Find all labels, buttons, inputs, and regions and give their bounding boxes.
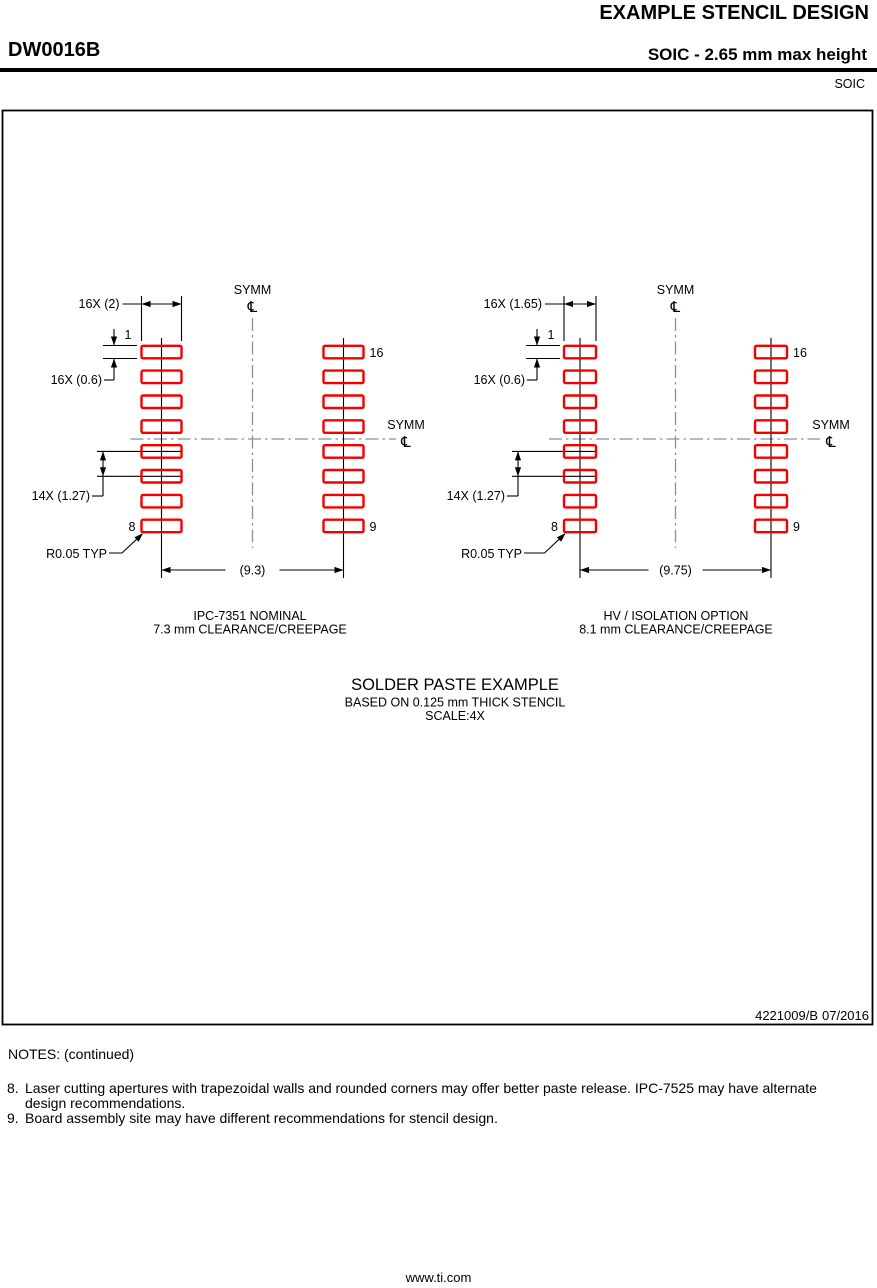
diagram-caption-line2: 7.3 mm CLEARANCE/CREEPAGE <box>153 622 347 637</box>
solder-paste-subtitle1: BASED ON 0.125 mm THICK STENCIL <box>344 695 566 710</box>
symm-label-top: SYMM <box>233 283 272 297</box>
arrowhead <box>162 567 171 573</box>
doc-title: EXAMPLE STENCIL DESIGN <box>599 2 869 24</box>
dim-span-label: (9.3) <box>239 563 266 578</box>
note-item-9 <box>7 1111 837 1126</box>
symm-label-right: SYMM <box>387 418 425 432</box>
pin-9-label: 9 <box>369 520 377 534</box>
dim-pad-height-label: 16X (0.6) <box>50 373 102 387</box>
note-text: Board assembly site may have different recommendations for stencil design. <box>25 1110 498 1126</box>
diagram-caption-line1: HV / ISOLATION OPTION <box>603 609 749 623</box>
arrowhead <box>100 451 106 460</box>
pin-9-label: 9 <box>793 520 800 534</box>
arrowhead <box>142 301 151 307</box>
arrowhead <box>100 467 106 476</box>
centerline-symbol-icon: ℄ <box>247 298 258 316</box>
package-title: SOIC - 2.65 mm max height <box>647 45 867 64</box>
arrowhead <box>515 467 521 476</box>
arrowhead <box>564 301 573 307</box>
centerline-symbol-icon: ℄ <box>401 433 411 451</box>
symm-label-top: SYMM <box>656 283 695 297</box>
centerline-symbol-icon: ℄ <box>670 298 681 316</box>
diagram-caption-line1: IPC-7351 NOMINAL <box>193 609 307 623</box>
doc-date: 07/2016 <box>822 1008 869 1023</box>
dim-pad-width-label: 16X (2) <box>78 297 120 311</box>
arrowhead <box>111 359 117 368</box>
note-number: 8. <box>7 1080 19 1096</box>
centerline-symbol-icon: ℄ <box>826 433 836 451</box>
arrowhead <box>111 337 117 346</box>
ti-url-link[interactable]: www.ti.com <box>405 1270 472 1285</box>
solder-paste-title: SOLDER PASTE EXAMPLE <box>351 676 559 694</box>
solder-paste-subtitle2: SCALE:4X <box>425 709 485 723</box>
arrowhead <box>580 567 589 573</box>
stencil-ipc7351-nominal <box>32 283 425 637</box>
page-footer <box>0 1270 877 1285</box>
diagram-caption-line2: 8.1 mm CLEARANCE/CREEPAGE <box>579 622 773 637</box>
part-number: DW0016B <box>8 39 101 61</box>
stencil-hv-isolation-option <box>447 283 850 637</box>
symm-label-right: SYMM <box>812 418 850 432</box>
drawing-frame-border <box>3 111 873 1025</box>
pin-16-label: 16 <box>793 346 807 360</box>
note-text: Laser cutting apertures with trapezoidal walls and rounded corners may offer better paste release. IPC-7525 may have alternate design recommendations. <box>25 1080 817 1111</box>
pin-1-label: 1 <box>547 328 555 342</box>
dim-span-label: (9.75) <box>659 563 692 578</box>
arrowhead <box>515 451 521 460</box>
note-item-8 <box>7 1081 837 1111</box>
dim-pad-height-label: 16X (0.6) <box>473 373 525 387</box>
arrowhead <box>534 337 540 346</box>
note-number: 9. <box>7 1110 19 1126</box>
arrowhead <box>762 567 771 573</box>
package-type-label: SOIC <box>834 77 865 91</box>
arrowhead <box>534 359 540 368</box>
dim-pad-width-label: 16X (1.65) <box>483 297 542 311</box>
arrowhead <box>587 301 596 307</box>
pin-8-label: 8 <box>551 520 558 534</box>
arrowhead <box>335 567 344 573</box>
notes-heading: NOTES: (continued) <box>8 1046 135 1062</box>
pin-8-label: 8 <box>128 520 136 534</box>
pin-1-label: 1 <box>124 328 132 342</box>
dim-radius-label: R0.05 TYP <box>461 547 522 561</box>
dim-pitch-label: 14X (1.27) <box>31 489 90 503</box>
dim-radius-label: R0.05 TYP <box>46 547 107 561</box>
pin-16-label: 16 <box>369 346 384 360</box>
notes-section <box>7 1047 837 1126</box>
doc-number: 4221009/B <box>755 1008 818 1023</box>
arrowhead <box>173 301 182 307</box>
dim-pitch-label: 14X (1.27) <box>446 489 505 503</box>
